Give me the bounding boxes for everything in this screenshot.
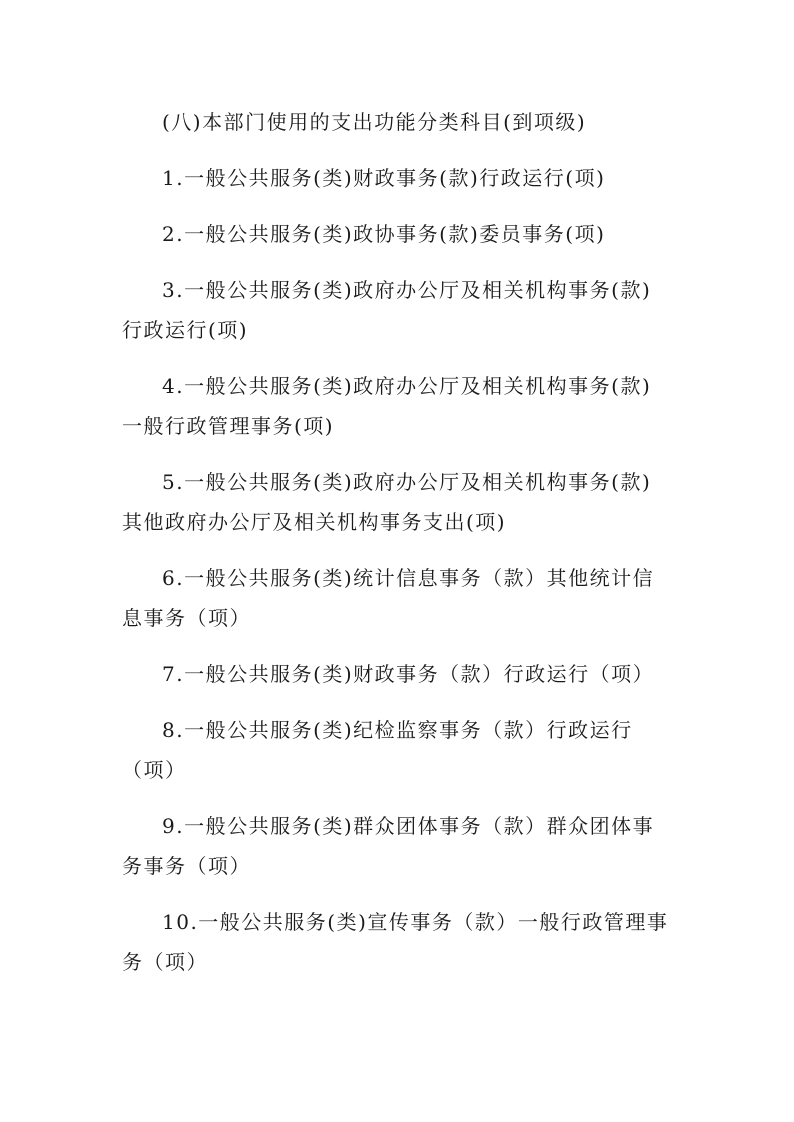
list-item-line-1: 7.一般公共服务(类)财政事务（款）行政运行（项） [162, 662, 655, 686]
list-item-line-2: （项） [122, 758, 187, 782]
list-item [122, 462, 674, 542]
list-item-line-1: 2.一般公共服务(类)政协事务(款)委员事务(项) [162, 222, 606, 246]
list-item [122, 214, 674, 254]
document-body [122, 102, 674, 982]
list-item-line-2: 一般行政管理事务(项) [122, 414, 335, 438]
list-item-line-1: 5.一般公共服务(类)政府办公厅及相关机构事务(款) [162, 470, 652, 494]
list-item-line-1: 8.一般公共服务(类)纪检监察事务（款）行政运行 [162, 718, 633, 742]
list-item [122, 558, 674, 638]
list-item [122, 158, 674, 198]
list-item [122, 710, 674, 790]
section-heading: (八)本部门使用的支出功能分类科目(到项级) [162, 110, 587, 134]
list-item [122, 654, 674, 694]
list-item-line-2: 其他政府办公厅及相关机构事务支出(项) [122, 510, 507, 534]
list-item [122, 366, 674, 446]
list-item [122, 270, 674, 350]
list-item-line-1: 9.一般公共服务(类)群众团体事务（款）群众团体事 [162, 814, 655, 838]
list-item-line-1: 3.一般公共服务(类)政府办公厅及相关机构事务(款) [162, 278, 652, 302]
list-item-line-2: 行政运行(项) [122, 318, 249, 342]
list-item [122, 806, 674, 886]
list-item-line-2: 务事务（项） [122, 854, 251, 878]
list-item-line-2: 务（项） [122, 950, 208, 974]
list-item-line-1: 6.一般公共服务(类)统计信息事务（款）其他统计信 [162, 566, 655, 590]
list-item-line-2: 息事务（项） [122, 606, 251, 630]
list-item-line-1: 4.一般公共服务(类)政府办公厅及相关机构事务(款) [162, 374, 652, 398]
list-item-line-1: 10.一般公共服务(类)宣传事务（款）一般行政管理事 [162, 910, 669, 934]
list-item [122, 902, 674, 982]
list-item-line-1: 1.一般公共服务(类)财政事务(款)行政运行(项) [162, 166, 606, 190]
